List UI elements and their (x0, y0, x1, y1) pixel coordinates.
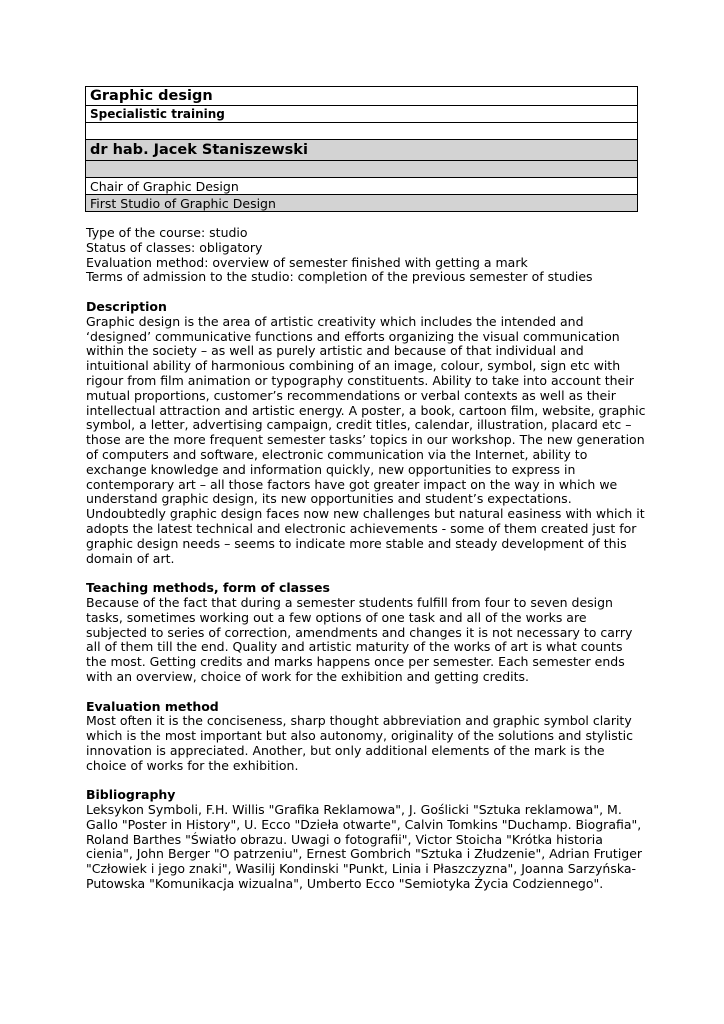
course-info (86, 226, 646, 285)
info-admission: Terms of admission to the studio: completion of the previous semester of studies (86, 269, 593, 285)
description-heading: Description (86, 298, 167, 314)
info-type: Type of the course: studio (86, 225, 248, 240)
teaching-heading: Teaching methods, form of classes (86, 580, 330, 596)
bibliography-section (86, 788, 646, 892)
teaching-section (86, 581, 646, 685)
info-status: Status of classes: obligatory (86, 239, 263, 255)
course-title: Graphic design (86, 87, 638, 106)
document-body (86, 226, 646, 892)
empty-row (86, 123, 638, 140)
training-type: Specialistic training (86, 106, 638, 123)
instructor-name: dr hab. Jacek Staniszewski (86, 140, 638, 161)
studio-name: First Studio of Graphic Design (86, 195, 638, 212)
bibliography-heading: Bibliography (86, 787, 176, 803)
teaching-text: Because of the fact that during a semester students fulfill from four to seven design tasks, sometimes working out a few options of one task and all of the works are subjected to series of correction, amendments and changes it is not necessary to carry all of them till the end. Quality and artistic maturity of the works of art is what counts the most. Getting credits and marks happens once per semester. Each semester ends with an overview, choice of work for the exhibition and getting credits. (86, 594, 633, 684)
empty-grey-row (86, 161, 638, 178)
evaluation-heading: Evaluation method (86, 698, 219, 714)
description-section (86, 300, 646, 566)
evaluation-text: Most often it is the conciseness, sharp thought abbreviation and graphic symbol clarity which is the most important but also autonomy, originality of the solutions and stylistic innovation is appreciated. Another, but only additional elements of the mark is the choice of works for the exhibition. (86, 713, 633, 773)
description-text: Graphic design is the area of artistic creativity which includes the intended and ‘designed’ communicative functions and efforts organizing the visual communication within the society – as well as purely artistic and because of that individual and intuitional ability of harmonious combining of an image, colour, symbol, sign etc with rigour from film animation or typography constituents. Ability to take into account their mutual proportions, customer’s recommendations or verbal contexts as well as their intellectual attraction and artistic energy. A poster, a book, cartoon film, website, graphic symbol, a letter, advertising campaign, credit titles, calendar, illustration, placard etc – those are the more frequent semester tasks’ topics in our workshop. The new generation of computers and software, electronic communication via the Internet, ability to exchange knowledge and information quickly, new opportunities to express in contemporary art – all those factors have got greater impact on the way in which we understand graphic design, its new opportunities and student’s expectations. Undoubtedly graphic design faces now new challenges but natural easiness with which it adopts the latest technical and electronic achievements - some of them created just for graphic design needs – seems to indicate more stable and steady development of this domain of art. (86, 313, 646, 566)
bibliography-text: Leksykon Symboli, F.H. Willis "Grafika Reklamowa", J. Goślicki "Sztuka reklamowa", M. Gallo "Poster in History", U. Ecco "Dzieła otwarte", Calvin Tomkins "Duchamp. Biografia", Roland Barthes "Światło obrazu. Uwagi o fotografii", Victor Stoicha "Krótka historia cienia", John Berger "O patrzeniu", Ernest Gombrich "Sztuka i Złudzenie", Adrian Frutiger "Człowiek i jego znaki", Wasilij Kondinski "Punkt, Linia i Płaszczyzna", Joanna Sarzyńska-Putowska "Komunikacja wizualna", Umberto Ecco "Semiotyka Życia Codziennego". (86, 802, 643, 892)
chair-name: Chair of Graphic Design (86, 178, 638, 195)
evaluation-section (86, 700, 646, 774)
course-header-table (85, 86, 638, 212)
info-evaluation: Evaluation method: overview of semester finished with getting a mark (86, 254, 528, 270)
